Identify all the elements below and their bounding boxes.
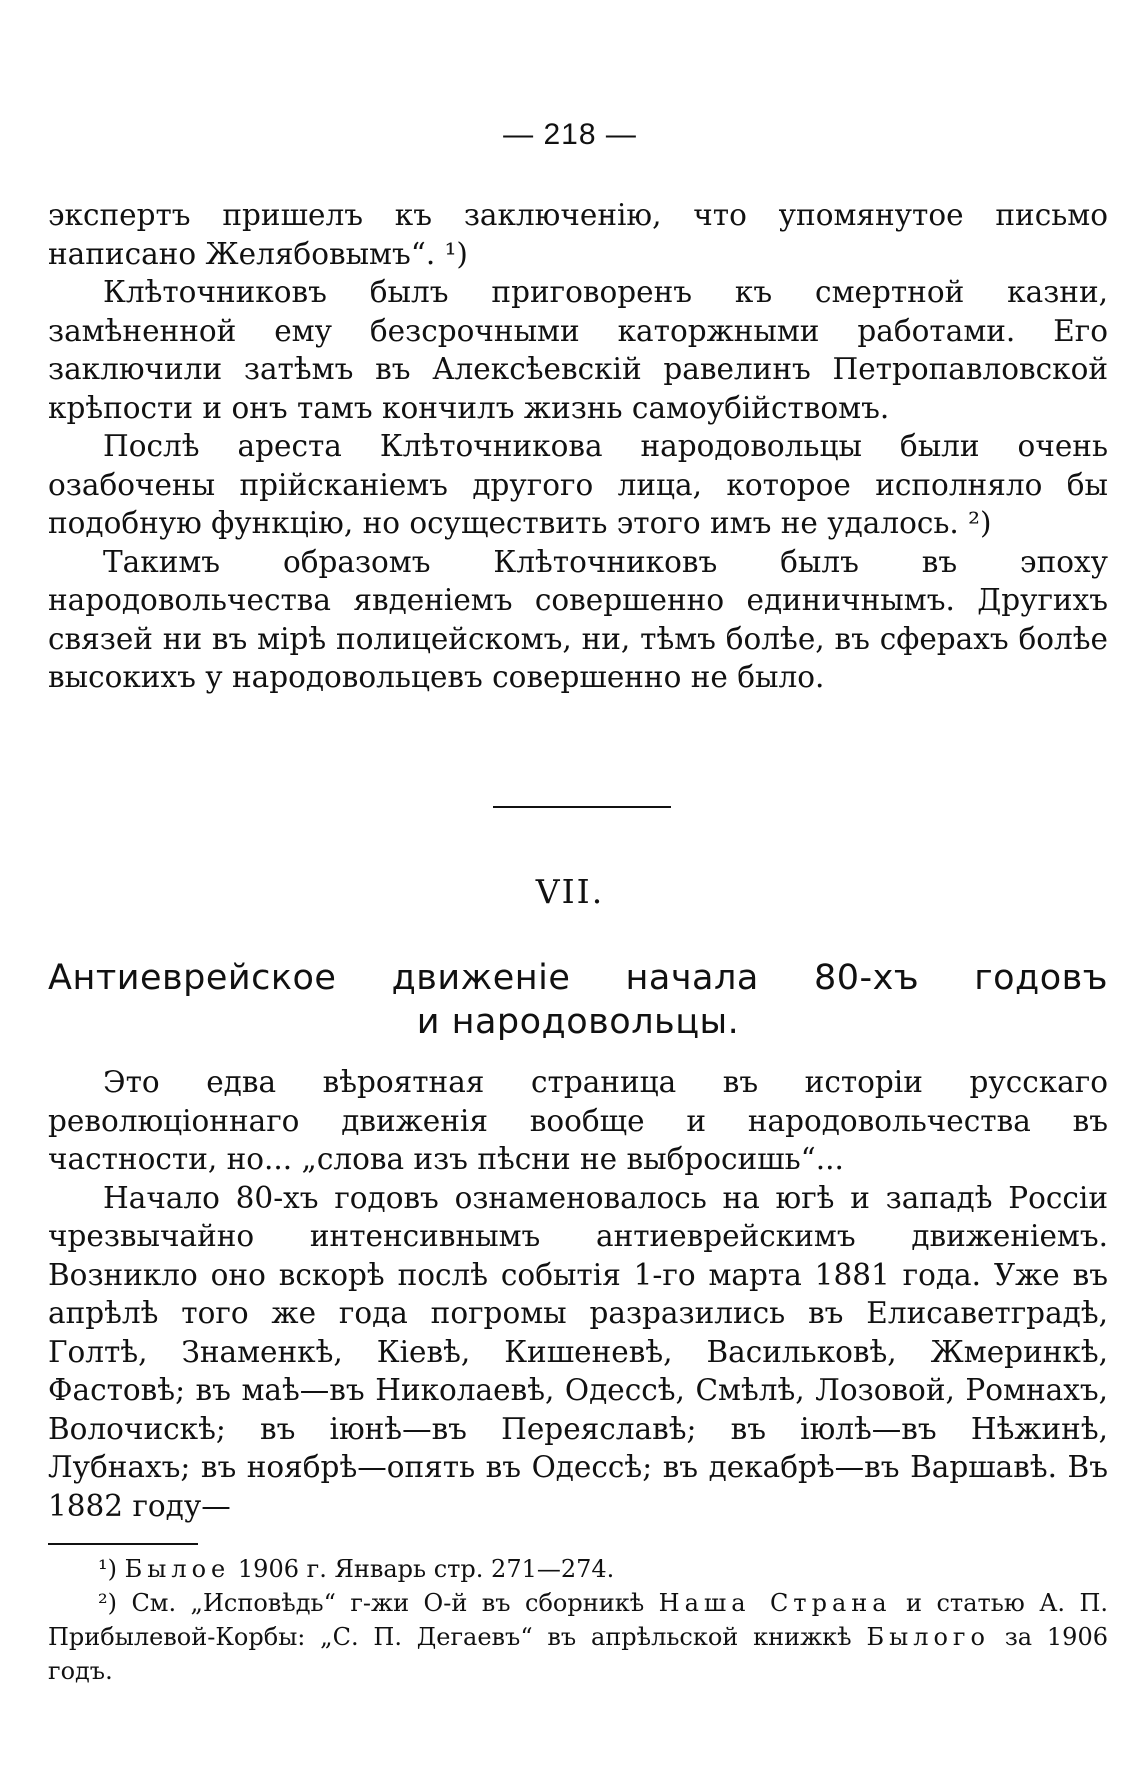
paragraph: Это едва вѣроятная страница въ исторіи русскаго революціоннаго движенія вообще и народовольчества въ частности, но... „слова изъ пѣсни не выбросишь“... xyxy=(48,1065,1108,1176)
chapter-title-line-2: и народовольцы. xyxy=(416,1002,740,1042)
paragraph: Такимъ образомъ Клѣточниковъ былъ въ эпоху народовольчества явденіемъ совершенно единичнымъ. Другихъ связей ни въ мірѣ полицейскомъ, ни, тѣмъ болѣе, въ сферахъ болѣе высокихъ у народовольцевъ совершенно не было. xyxy=(48,544,1108,694)
paragraph: Начало 80-хъ годовъ ознаменовалось на югѣ и западѣ Россіи чрезвычайно интенсивнымъ антиеврейскимъ движеніемъ. Возникло оно вскорѣ послѣ событія 1-го марта 1881 года. Уже въ апрѣлѣ того же года погромы разразились въ Елисаветградѣ, Голтѣ, Знаменкѣ, Кіевѣ, Кишеневѣ, Васильковѣ, Жмеринкѣ, Фастовѣ; въ маѣ—въ Николаевѣ, Одессѣ, Смѣлѣ, Лозовой, Ромнахъ, Волочискѣ; въ іюнѣ—въ Переяславѣ; въ іюлѣ—въ Нѣжинѣ, Лубнахъ; въ ноябрѣ—опять въ Одессѣ; въ декабрѣ—въ Варшавѣ. Въ 1882 году— xyxy=(48,1180,1108,1523)
footnote-text: за 1906 годъ. xyxy=(48,1623,1108,1685)
chapter-number: VII. xyxy=(535,872,605,911)
footnote-source: Былое xyxy=(124,1555,231,1583)
chapter-title xyxy=(48,956,1108,1044)
footnote-text: и статью А. П. Прибылевой-Корбы: „С. П. Дегаевъ“ въ апрѣльской книжкѣ xyxy=(48,1589,1109,1651)
chapter-title-line-1: Антиеврейское движеніе начала 80-хъ годовъ xyxy=(48,958,1108,998)
footnote-text: См. „Исповѣдь“ г-жи О-й въ сборникѣ xyxy=(131,1589,645,1617)
paragraph-continuation: экспертъ пришелъ къ заключенію, что упомянутое письмо написано Желябовымъ“. ¹) xyxy=(48,198,1108,271)
page-number: — 218 — xyxy=(503,118,637,151)
section-divider xyxy=(493,806,671,808)
footnote-mark: ¹) xyxy=(98,1555,117,1583)
paragraph: Послѣ ареста Клѣточникова народовольцы были очень озабочены прійсканіемъ другого лица, которое исполняло бы подобную функцію, но осуществить этого имъ не удалось. ²) xyxy=(48,429,1108,540)
footnotes xyxy=(48,1552,1108,1688)
text-block-chapter-body xyxy=(48,1063,1108,1525)
text-block-before-chapter xyxy=(48,196,1108,697)
footnote-journal: Былого xyxy=(866,1623,990,1651)
footnote-1 xyxy=(48,1552,1108,1586)
footnote-divider xyxy=(48,1543,198,1545)
footnote-2 xyxy=(48,1586,1108,1688)
footnote-text: 1906 г. Январь стр. 271—274. xyxy=(237,1555,615,1583)
paragraph: Клѣточниковъ былъ приговоренъ къ смертной казни, замѣненной ему безсрочными каторжными работами. Его заключили затѣмъ въ Алексѣевскій равелинъ Петропавловской крѣпости и онъ тамъ кончилъ жизнь самоубійствомъ. xyxy=(48,275,1108,425)
footnote-mark: ²) xyxy=(98,1589,117,1617)
footnote-collection: Наша Страна xyxy=(658,1589,892,1617)
